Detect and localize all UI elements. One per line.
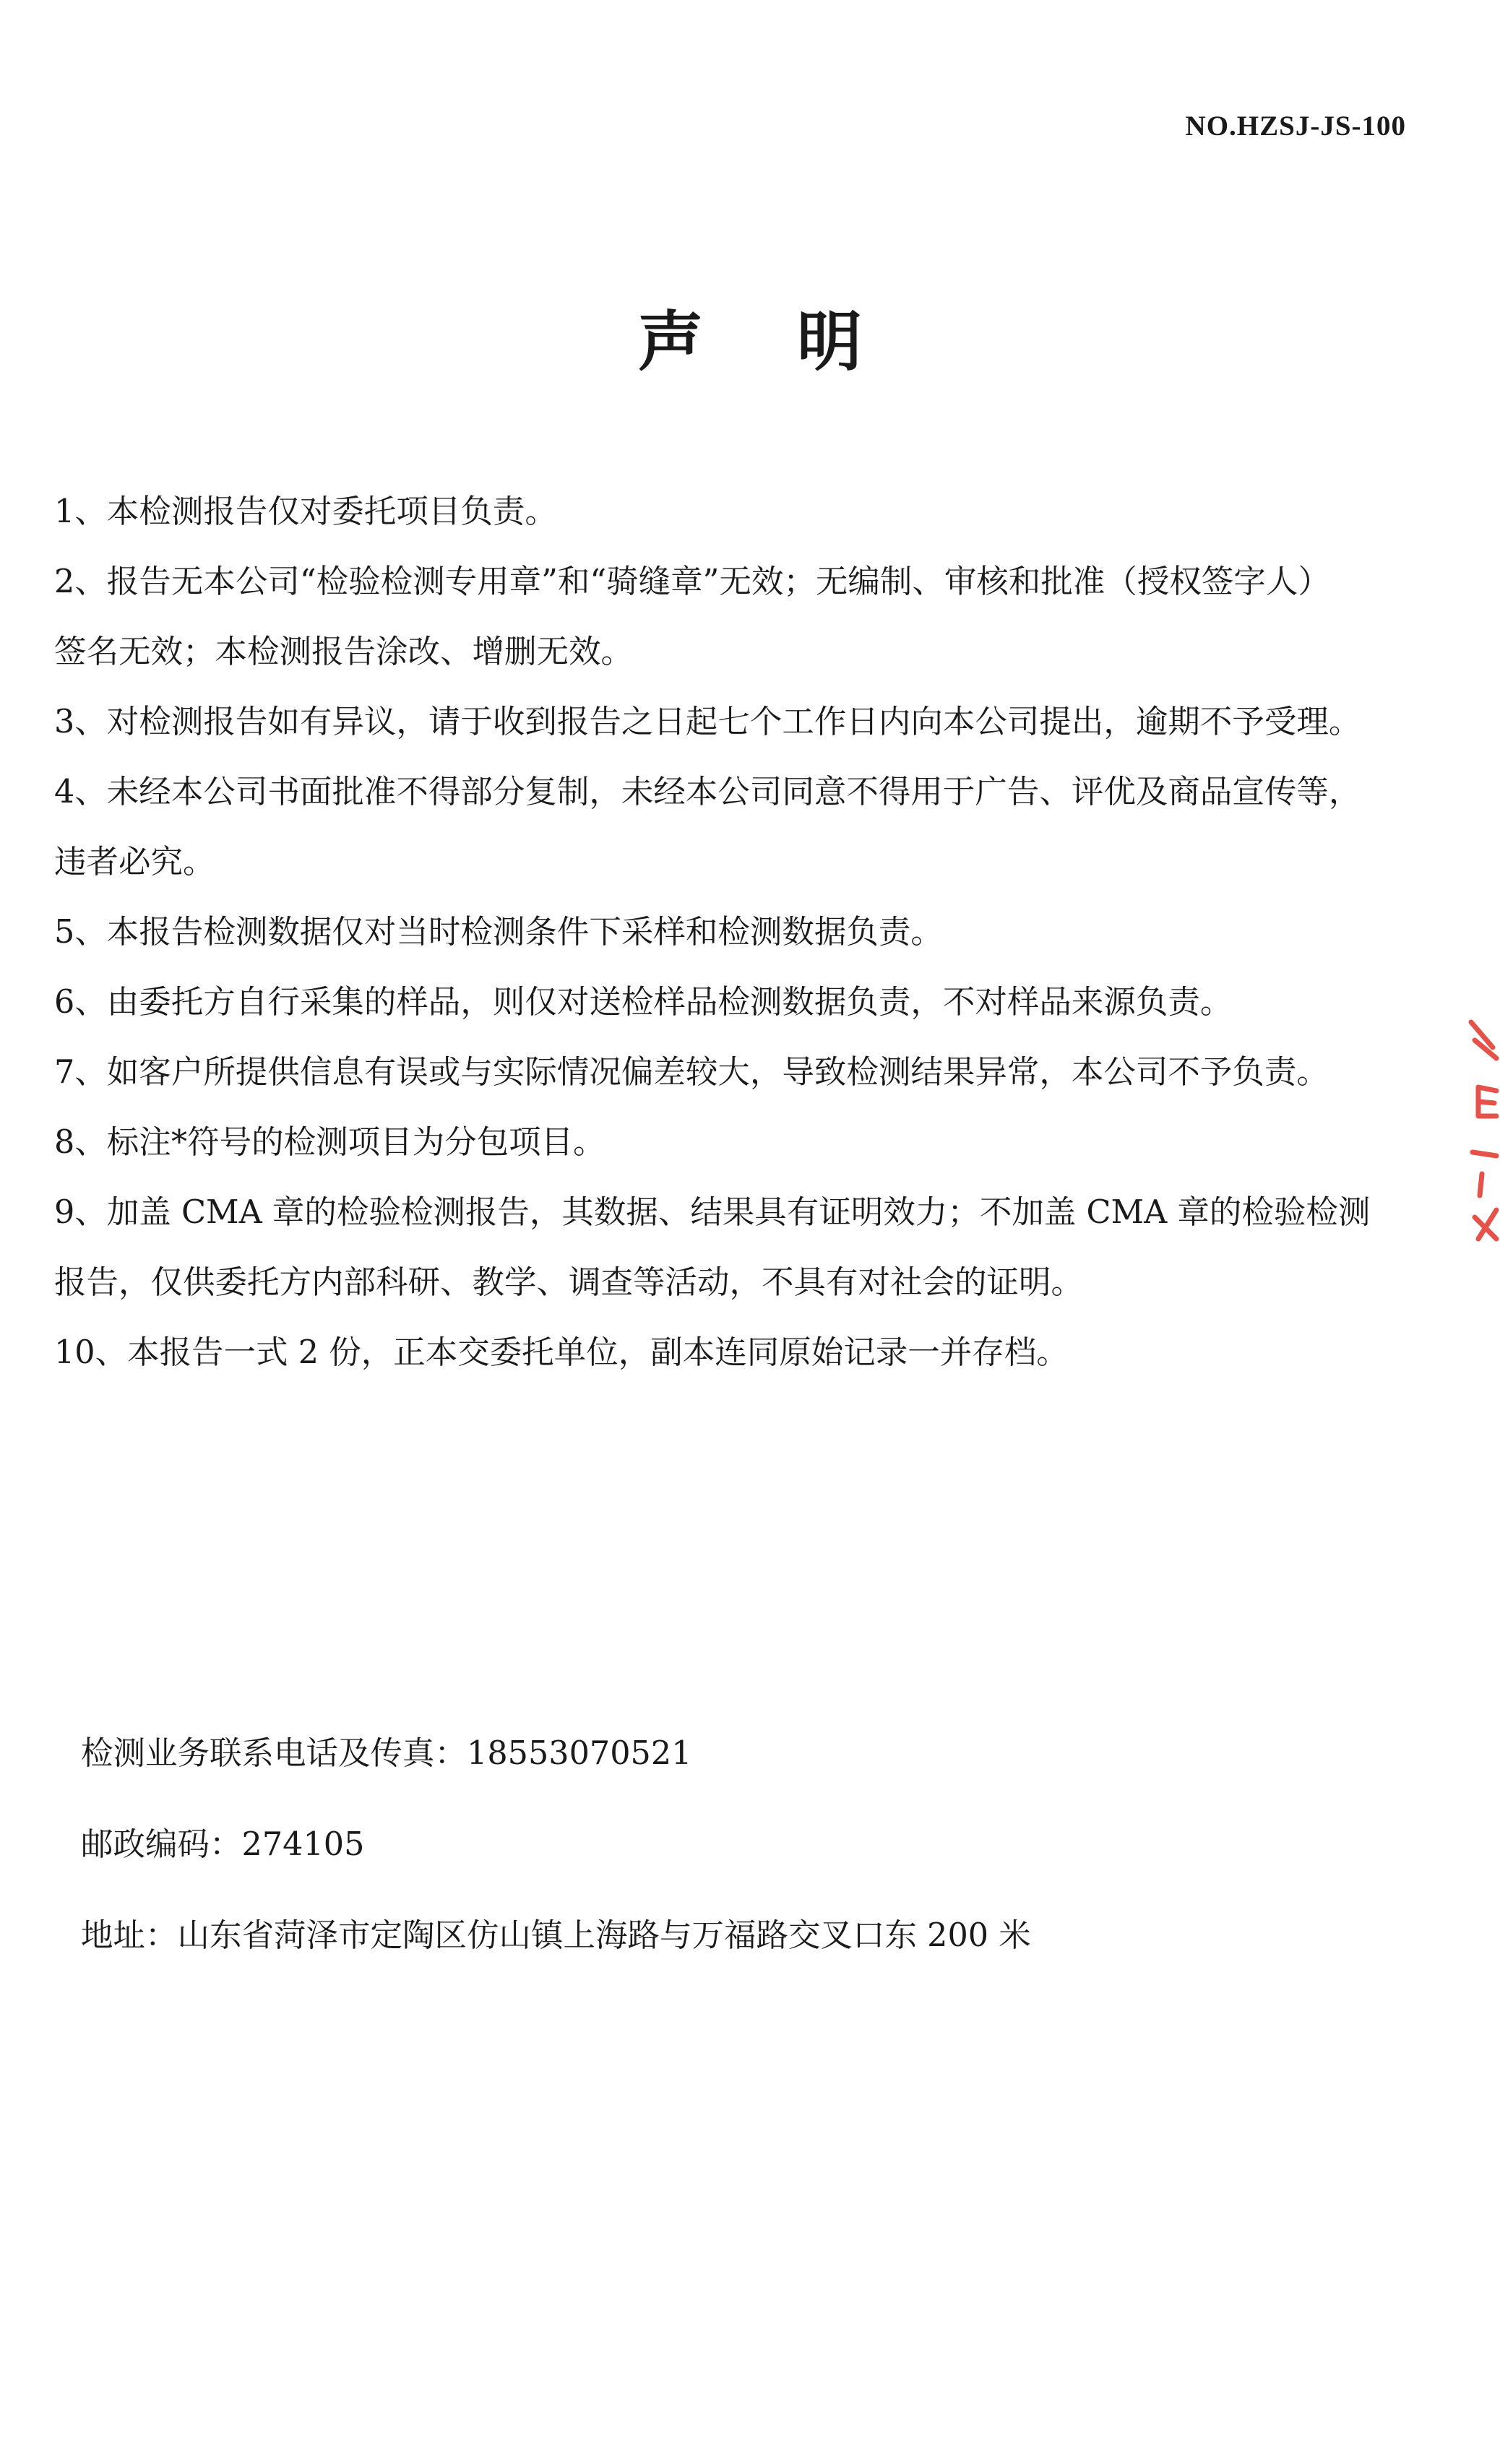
clause-line: 5、本报告检测数据仅对当时检测条件下采样和检测数据负责。 (54, 914, 943, 951)
document-number: NO.HZSJ-JS-100 (1185, 111, 1406, 142)
contact-phone (81, 1732, 1382, 1776)
contact-info (81, 1732, 1382, 2005)
page-title: 声明 (638, 303, 956, 380)
statement-clauses (54, 477, 1398, 1388)
clause-line: 8、标注*符号的检测项目为分包项目。 (54, 1124, 605, 1161)
clause-line: 2、报告无本公司“检验检测专用章”和“骑缝章”无效；无编制、审核和批准（授权签字人） (54, 563, 1330, 600)
clause-line: 报告，仅供委托方内部科研、教学、调查等活动，不具有对社会的证明。 (54, 1264, 1084, 1301)
seal-marks (1471, 1022, 1496, 1239)
clause-line: 10、本报告一式 2 份，正本交委托单位，副本连同原始记录一并存档。 (54, 1334, 1069, 1371)
phone-label: 检测业务联系电话及传真： (81, 1735, 467, 1772)
clause-line: 3、对检测报告如有异议，请于收到报告之日起七个工作日内向本公司提出，逾期不予受理。 (54, 704, 1361, 740)
clause-line: 签名无效；本检测报告涂改、增删无效。 (54, 634, 634, 670)
postcode-value: 274105 (241, 1826, 365, 1863)
seal-stamp-fragment (1464, 1008, 1500, 1246)
address-value: 山东省菏泽市定陶区仿山镇上海路与万福路交叉口东 200 米 (177, 1917, 1031, 1954)
clause-line: 4、未经本公司书面批准不得部分复制，未经本公司同意不得用于广告、评优及商品宣传等， (54, 774, 1361, 810)
clause-line: 9、加盖 CMA 章的检验检测报告，其数据、结果具有证明效力；不加盖 CMA 章的检验检测 (54, 1194, 1371, 1231)
contact-address (81, 1914, 1382, 1958)
contact-postcode (81, 1823, 1382, 1867)
clause-line: 7、如客户所提供信息有误或与实际情况偏差较大，导致检测结果异常，本公司不予负责。 (54, 1054, 1329, 1091)
seal-stroke (1475, 1210, 1496, 1239)
clause-line: 1、本检测报告仅对委托项目负责。 (54, 493, 557, 530)
postcode-label: 邮政编码： (81, 1826, 242, 1863)
phone-value: 18553070521 (467, 1735, 692, 1772)
clause-line: 违者必究。 (54, 844, 215, 881)
seal-stroke (1473, 1152, 1496, 1156)
clause-line: 6、由委托方自行采集的样品，则仅对送检样品检测数据负责，不对样品来源负责。 (54, 984, 1233, 1021)
address-label: 地址： (81, 1917, 178, 1954)
seal-stroke (1478, 1087, 1496, 1116)
seal-stroke (1480, 1174, 1482, 1196)
